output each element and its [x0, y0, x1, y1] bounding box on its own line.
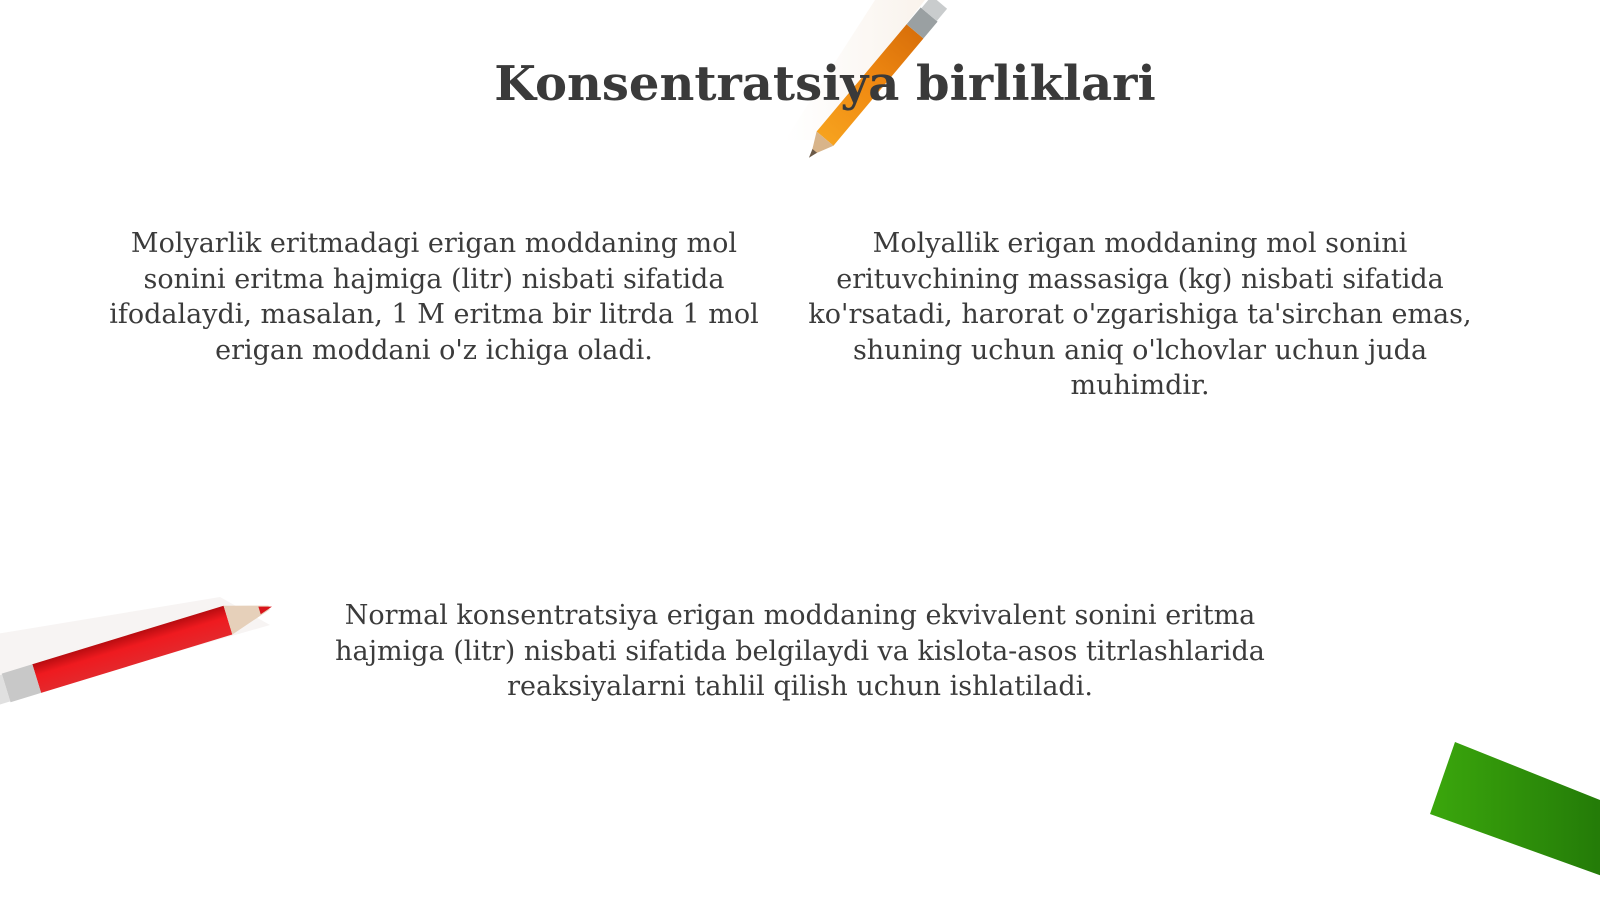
slide-title: Konsentratsiya birliklari: [494, 56, 1156, 112]
molarity-paragraph: Molyarlik eritmadagi erigan moddaning mol sonini eritma hajmiga (litr) nisbati sifatida ifodalaydi, masalan, 1 M eritma bir litrda 1 mol erigan moddani o'z ichiga oladi.: [109, 228, 759, 366]
molality-paragraph: Molyallik erigan moddaning mol sonini erituvchining massasiga (kg) nisbati sifatida ko'rsatadi, harorat o'zgarishiga ta'sirchan emas, shuning uchun aniq o'lchovlar uchun juda muhimdir.: [808, 228, 1472, 401]
green-block-icon: [1430, 742, 1600, 877]
normality-paragraph: Normal konsentratsiya erigan moddaning ekvivalent sonini eritma hajmiga (litr) nisbati sifatida belgilaydi va kislota-asos titrlashlarida reaksiyalarni tahlil qilish uchun ishlatiladi.: [335, 600, 1265, 702]
red-pencil-icon: [0, 585, 295, 710]
